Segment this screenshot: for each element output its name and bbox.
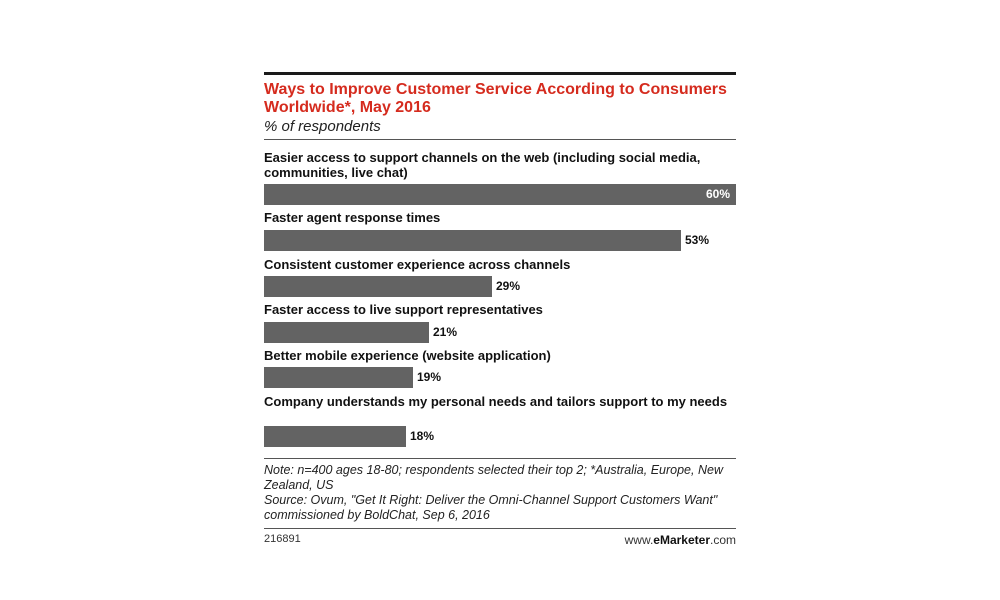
bar-value-label: 60%	[706, 187, 731, 201]
note-divider	[264, 458, 736, 459]
bar	[264, 184, 736, 205]
brand-suffix: .com	[709, 533, 736, 547]
brand-name: eMarketer	[653, 533, 710, 547]
bar-value-label: 18%	[410, 429, 435, 443]
chart-note: Note: n=400 ages 18-80; respondents selected their top 2; *Australia, Europe, New Zealand, US	[264, 463, 723, 492]
brand-prefix: www.	[624, 533, 654, 547]
footer-divider	[264, 528, 736, 529]
bar-plot	[264, 140, 736, 458]
chart-source: Source: Ovum, "Get It Right: Deliver the Omni-Channel Support Customers Want" commissioned by BoldChat, Sep 6, 2016	[264, 493, 718, 522]
chart-subtitle: % of respondents	[264, 118, 381, 135]
bar-category-label: Faster agent response times	[264, 210, 441, 225]
top-rule	[264, 72, 736, 75]
bar	[264, 276, 492, 297]
chart-title: Ways to Improve Customer Service According to Consumers Worldwide*, May 2016	[264, 81, 727, 116]
bar-category-label: Faster access to live support representatives	[264, 302, 543, 317]
chart-footer	[264, 533, 736, 549]
bar-value-label: 19%	[417, 370, 442, 384]
brand-link[interactable]	[625, 533, 736, 547]
bar	[264, 322, 429, 343]
bar-category-label: Consistent customer experience across channels	[264, 257, 571, 272]
bar-category-label: Company understands my personal needs and tailors support to my needs	[264, 394, 728, 409]
bar-value-label: 53%	[685, 233, 710, 247]
chart-id: 216891	[264, 533, 301, 545]
bar-category-label: Easier access to support channels on the web (including social media, communities, live chat)	[264, 150, 701, 180]
bar-category-label: Better mobile experience (website application)	[264, 348, 551, 363]
bar-value-label: 21%	[433, 325, 458, 339]
bar	[264, 230, 681, 251]
bar	[264, 426, 406, 447]
bar-value-label: 29%	[496, 279, 521, 293]
chart-card	[264, 72, 736, 549]
bar	[264, 367, 413, 388]
